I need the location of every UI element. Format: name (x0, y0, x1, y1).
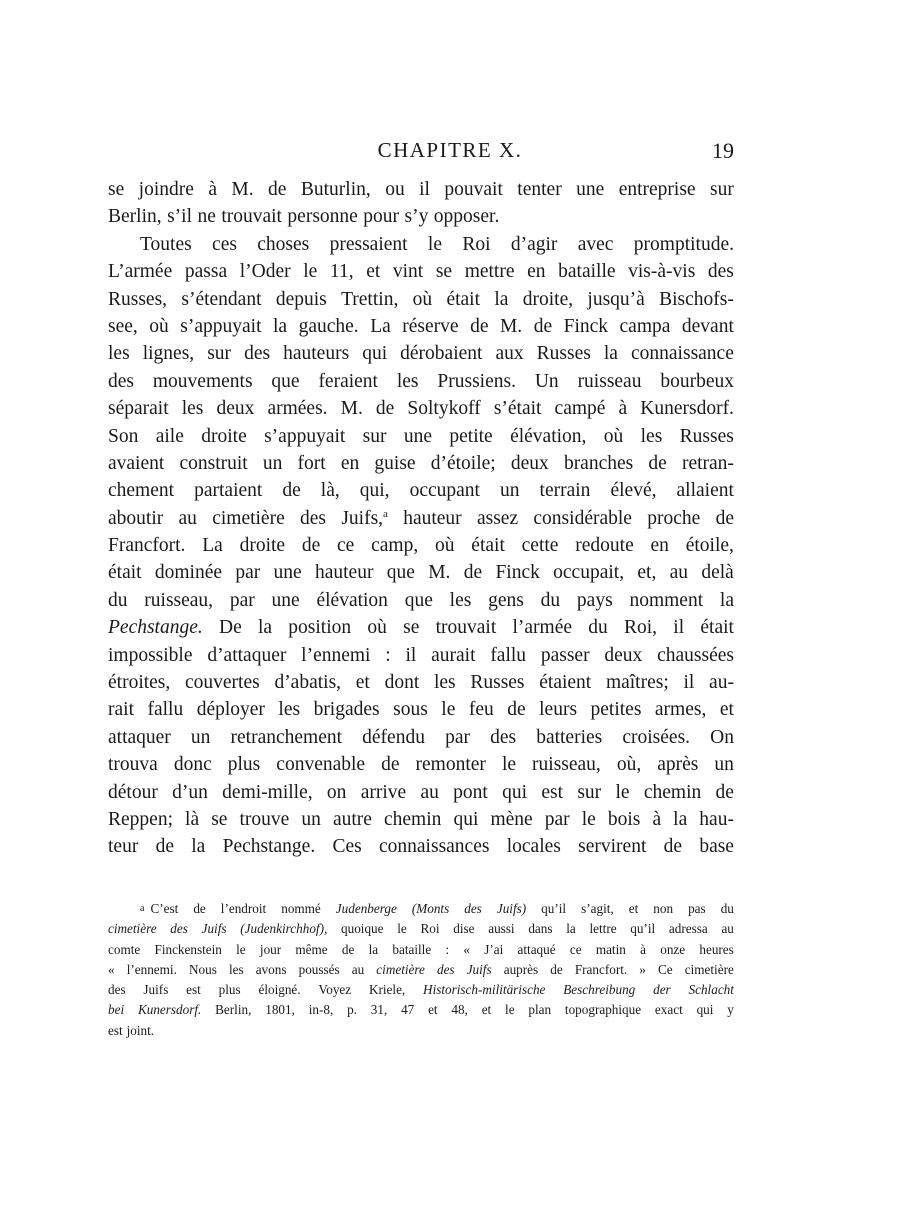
text-line: Toutes ces choses pressaient le Roi d’agir avec promptitude. (140, 233, 734, 255)
text-line: Pechstange. De la position où se trouvait l’armée du Roi, il était (108, 617, 734, 639)
chapter-title: CHAPITRE X. (377, 138, 523, 162)
footnote-line: « l’ennemi. Nous les avons poussés au cimetière des Juifs auprès de Francfort. » Ce cimetière (108, 961, 734, 977)
text-line: était dominée par une hauteur que M. de Finck occupait, et, au delà (108, 562, 734, 584)
footnotes (108, 899, 734, 1041)
text-line: séparait les deux armées. M. de Soltykoff s’était campé à Kunersdorf. (108, 398, 734, 420)
text-line: trouva donc plus convenable de remonter le ruisseau, où, après un (108, 754, 734, 776)
text-line: se joindre à M. de Buturlin, ou il pouvait tenter une entreprise sur (108, 179, 734, 200)
text-line: attaquer un retranchement défendu par des batteries croisées. On (108, 726, 734, 748)
running-head (0, 138, 900, 166)
body-text (108, 176, 734, 861)
text-line: Russes, s’étendant depuis Trettin, où était la droite, jusqu’à Bischofs- (108, 288, 734, 310)
text-line: chement partaient de là, qui, occupant un terrain élevé, allaient (108, 480, 734, 502)
footnote-line: est joint. (108, 1022, 155, 1038)
text-line: impossible d’attaquer l’ennemi : il aurait fallu passer deux chaussées (108, 644, 734, 666)
text-line: see, où s’appuyait la gauche. La réserve de M. de Finck campa devant (108, 315, 734, 337)
text-line: des mouvements que feraient les Prussiens. Un ruisseau bourbeux (108, 370, 734, 392)
text-line: détour d’un demi-mille, on arrive au pont qui est sur le chemin de (108, 781, 734, 803)
footnote-line: a C’est de l’endroit nommé Judenberge (Monts des Juifs) qu’il s’agit, et non pas du (140, 901, 734, 916)
page-number: 19 (712, 138, 734, 163)
text-line: Son aile droite s’appuyait sur une petite élévation, où les Russes (108, 425, 734, 447)
text-line: teur de la Pechstange. Ces connaissances locales servirent de base (108, 836, 734, 858)
text-line: les lignes, sur des hauteurs qui dérobaient aux Russes la connaissance (108, 343, 734, 365)
text-line: aboutir au cimetière des Juifs,$^a$ hauteur assez considérable proche de (108, 507, 734, 529)
text-line: avaient construit un fort en guise d’étoile; deux branches de retran- (108, 452, 734, 474)
footnote-line: comte Finckenstein le jour même de la bataille : « J’ai attaqué ce matin à onze heures (108, 941, 734, 957)
footnote-line: cimetière des Juifs (Judenkirchhof), quoique le Roi dise aussi dans la lettre qu’il adressa au (108, 921, 734, 937)
text-line: rait fallu déployer les brigades sous le feu de leurs petites armes, et (108, 699, 734, 721)
footnote-line: des Juifs est plus éloigné. Voyez Kriele, Historisch-militärische Beschreibung der Schlacht (108, 982, 734, 998)
text-line: Francfort. La droite de ce camp, où était cette redoute en étoile, (108, 535, 734, 557)
text-line: du ruisseau, par une élévation que les gens du pays nomment la (108, 589, 734, 611)
text-line: étroites, couvertes d’abatis, et dont les Russes étaient maîtres; il au- (108, 672, 734, 694)
text-line: Berlin, s’il ne trouvait personne pour s’y opposer. (108, 206, 500, 228)
footnote-line: bei Kunersdorf. Berlin, 1801, in-8, p. 31, 47 et 48, et le plan topographique exact qui y (108, 1002, 734, 1018)
text-line: L’armée passa l’Oder le 11, et vint se mettre en bataille vis-à-vis des (108, 261, 734, 283)
text-line: Reppen; là se trouve un autre chemin qui mène par le bois à la hau- (108, 808, 734, 830)
